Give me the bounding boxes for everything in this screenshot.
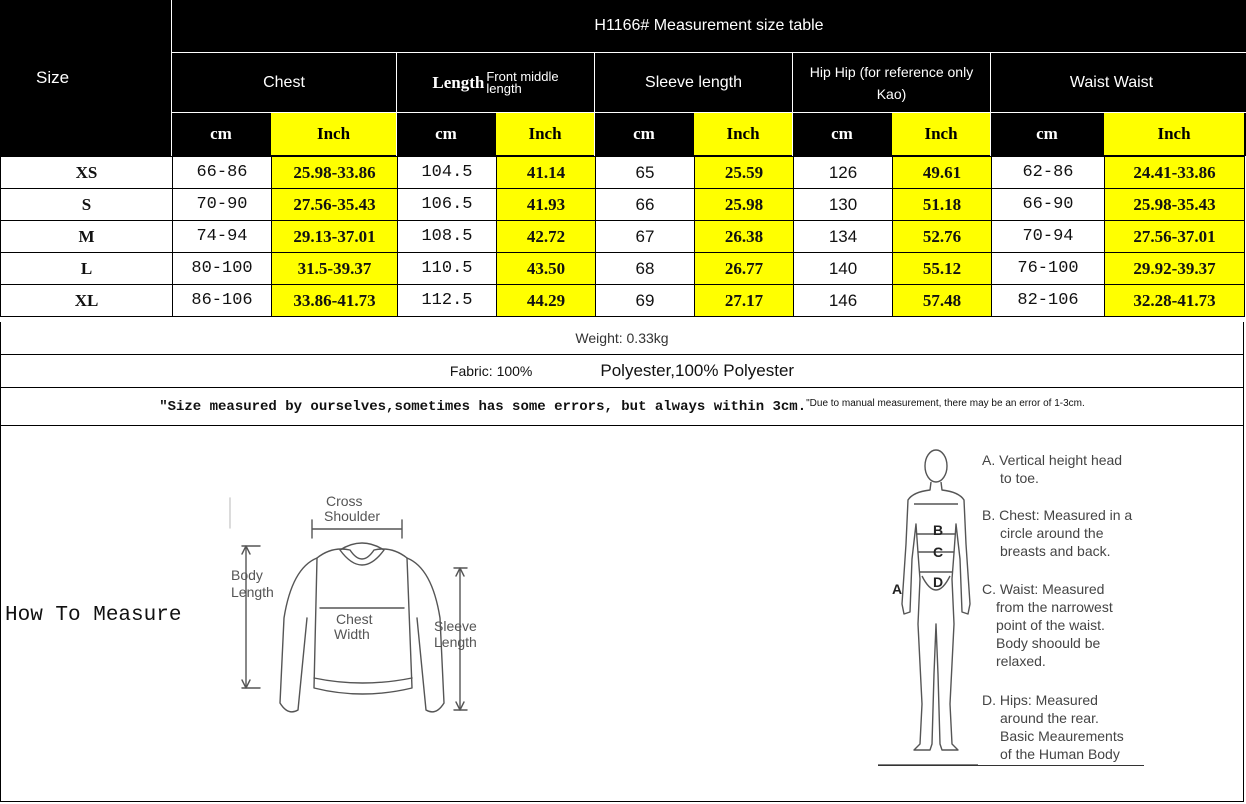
cell-waist-cm: 76-100 (992, 253, 1105, 285)
unit-inch-length: Inch (496, 113, 594, 155)
cell-sleeve-cm: 66 (596, 189, 695, 221)
cell-waist-in: 32.28-41.73 (1105, 285, 1245, 317)
desc-d: D. Hips: Measured around the rear. Basic Meaurements of the Human Body (982, 692, 1124, 762)
cell-chest-in: 25.98-33.86 (272, 157, 398, 189)
figure-baseline (878, 765, 1144, 766)
cell-size: XS (1, 157, 173, 189)
group-length (397, 53, 594, 112)
group-hip: Hip Hip (for reference only Kao) (809, 63, 974, 102)
cell-sleeve-cm: 65 (596, 157, 695, 189)
group-chest: Chest (263, 73, 305, 91)
cell-sleeve-cm: 69 (596, 285, 695, 317)
table-row (1, 285, 1245, 317)
cell-waist-cm: 66-90 (992, 189, 1105, 221)
cell-hip-in: 51.18 (893, 189, 992, 221)
cell-hip-in: 55.12 (893, 253, 992, 285)
unit-cm-length: cm (397, 113, 495, 155)
unit-cm-waist: cm (991, 113, 1103, 155)
cell-length-in: 43.50 (497, 253, 596, 285)
size-header: Size (0, 0, 171, 155)
cell-chest-in: 27.56-35.43 (272, 189, 398, 221)
figure-label-d: D (933, 574, 944, 590)
unit-inch-hip: Inch (892, 113, 990, 155)
cell-sleeve-cm: 67 (596, 221, 695, 253)
weight-row: Weight: 0.33kg (0, 322, 1244, 355)
sleeve-length-label-2: Length (434, 634, 477, 650)
cell-hip-in: 49.61 (893, 157, 992, 189)
cell-waist-cm: 62-86 (992, 157, 1105, 189)
cell-hip-cm: 134 (794, 221, 893, 253)
cell-waist-in: 29.92-39.37 (1105, 253, 1245, 285)
cell-length-in: 42.72 (497, 221, 596, 253)
table-row (1, 253, 1245, 285)
cell-waist-in: 25.98-35.43 (1105, 189, 1245, 221)
figure-label-b: B (933, 522, 944, 538)
chest-width-label-2: Width (334, 626, 370, 642)
desc-c: C. Waist: Measured from the narrowest point of the waist. Body shoould be relaxed. (982, 581, 1113, 669)
cell-chest-cm: 86-106 (173, 285, 272, 317)
cell-size: L (1, 253, 173, 285)
unit-inch-waist: Inch (1104, 113, 1244, 155)
note-row (0, 388, 1244, 426)
cell-chest-cm: 74-94 (173, 221, 272, 253)
unit-cm-chest: cm (172, 113, 270, 155)
table-row (1, 221, 1245, 253)
cell-waist-cm: 70-94 (992, 221, 1105, 253)
cell-chest-cm: 70-90 (173, 189, 272, 221)
cell-hip-cm: 140 (794, 253, 893, 285)
sleeve-length-label-1: Sleeve (434, 618, 477, 634)
body-length-label-2: Length (231, 584, 274, 600)
cell-chest-in: 33.86-41.73 (272, 285, 398, 317)
cell-sleeve-in: 27.17 (695, 285, 794, 317)
cell-chest-cm: 66-86 (173, 157, 272, 189)
length-sub: Front middle length (486, 68, 559, 96)
body-length-label-1: Body (231, 567, 263, 583)
chest-width-label-1: Chest (336, 611, 373, 627)
cell-size: XL (1, 285, 173, 317)
cross-shoulder-label-1: Cross (326, 493, 363, 509)
unit-cm-hip: cm (793, 113, 891, 155)
table-title: H1166# Measurement size table (594, 17, 824, 34)
desc-a: A. Vertical height head to toe. (982, 452, 1123, 486)
note-main: "Size measured by ourselves,sometimes has some errors, but always within 3cm. (159, 398, 807, 415)
cell-sleeve-in: 26.77 (695, 253, 794, 285)
table-row (1, 189, 1245, 221)
cell-hip-cm: 130 (794, 189, 893, 221)
unit-inch-chest: Inch (271, 113, 396, 155)
cell-chest-cm: 80-100 (173, 253, 272, 285)
cell-hip-cm: 126 (794, 157, 893, 189)
group-waist: Waist Waist (1069, 73, 1154, 91)
cell-hip-in: 57.48 (893, 285, 992, 317)
cell-waist-cm: 82-106 (992, 285, 1105, 317)
cell-length-in: 44.29 (497, 285, 596, 317)
fabric-value: Polyester,100% Polyester (600, 361, 795, 380)
desc-b: B. Chest: Measured in a circle around the breasts and back. (982, 507, 1133, 559)
fabric-label: Fabric: 100% (449, 363, 533, 379)
group-sleeve: Sleeve length (645, 73, 742, 91)
cell-size: S (1, 189, 173, 221)
unit-inch-sleeve: Inch (694, 113, 792, 155)
size-table (0, 156, 1245, 317)
cell-hip-in: 52.76 (893, 221, 992, 253)
figure-label-c: C (933, 544, 944, 560)
body-figure-diagram (878, 444, 978, 766)
table-row (1, 157, 1245, 189)
note-small: "Due to manual measurement, there may be an error of 1-3cm. (806, 398, 1085, 409)
cell-length-cm: 106.5 (398, 189, 497, 221)
cell-length-in: 41.14 (497, 157, 596, 189)
cell-chest-in: 31.5-39.37 (272, 253, 398, 285)
cell-sleeve-in: 25.59 (695, 157, 794, 189)
cell-hip-cm: 146 (794, 285, 893, 317)
unit-cm-sleeve: cm (595, 113, 693, 155)
figure-label-a: A (892, 581, 903, 597)
cell-length-cm: 112.5 (398, 285, 497, 317)
cell-sleeve-cm: 68 (596, 253, 695, 285)
how-to-measure-label: How To Measure (5, 604, 182, 627)
cell-waist-in: 27.56-37.01 (1105, 221, 1245, 253)
cell-sleeve-in: 25.98 (695, 189, 794, 221)
cell-size: M (1, 221, 173, 253)
sweater-diagram (222, 488, 502, 723)
cross-shoulder-label-2: Shoulder (324, 508, 381, 524)
fabric-row (0, 355, 1244, 388)
cell-waist-in: 24.41-33.86 (1105, 157, 1245, 189)
cell-length-cm: 108.5 (398, 221, 497, 253)
cell-length-in: 41.93 (497, 189, 596, 221)
cell-chest-in: 29.13-37.01 (272, 221, 398, 253)
cell-length-cm: 104.5 (398, 157, 497, 189)
cell-sleeve-in: 26.38 (695, 221, 794, 253)
cell-length-cm: 110.5 (398, 253, 497, 285)
length-main: Length (432, 72, 485, 92)
